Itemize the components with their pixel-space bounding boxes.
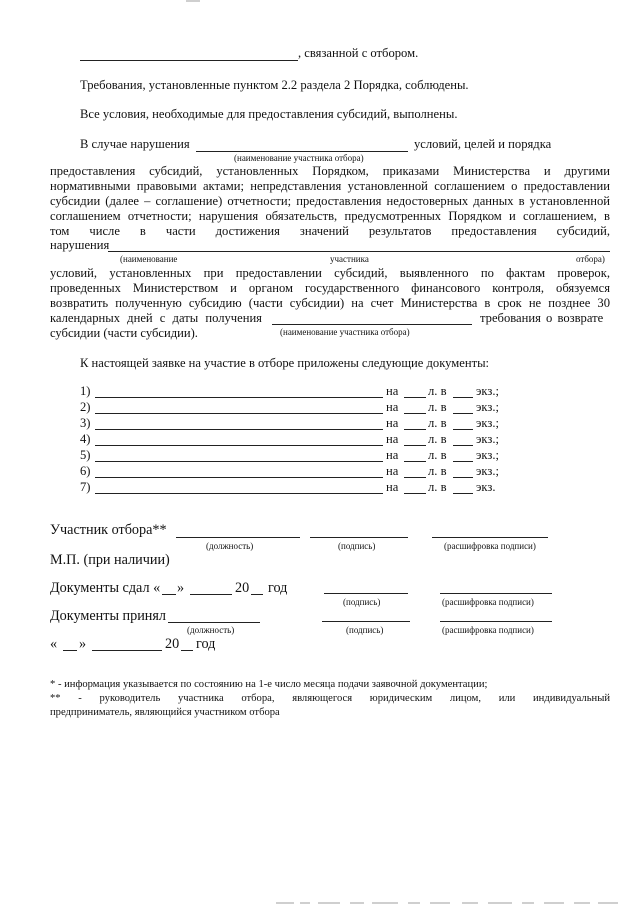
- doc-l: л. в: [428, 416, 447, 430]
- doc-copies-blank[interactable]: [453, 429, 473, 430]
- doc-l: л. в: [428, 432, 447, 446]
- doc-l: л. в: [428, 384, 447, 398]
- doc-name-blank[interactable]: [95, 445, 383, 446]
- participant-decoding-blank[interactable]: [432, 537, 548, 538]
- caption-position: (должность): [206, 541, 254, 551]
- submitted-year: год: [268, 580, 288, 596]
- doc-pages-blank[interactable]: [404, 477, 426, 478]
- doc-ekz: экз.: [476, 480, 496, 494]
- participant-position-blank[interactable]: [176, 537, 300, 538]
- violation-line-2: нормативными правовыми актами; непредставления установленной соглашением о предоставлении: [50, 179, 610, 193]
- doc-na: на: [386, 448, 399, 462]
- violation-intro-tail: условий, целей и порядка: [414, 137, 552, 151]
- violation-line-6: условий, установленных при предоставлении субсидий, выявленного по фактам проверок,: [50, 266, 610, 280]
- doc-na: на: [386, 480, 399, 494]
- documents-intro: К настоящей заявке на участие в отборе приложены следующие документы:: [80, 356, 490, 370]
- conditions-text: Все условия, необходимые для предоставления субсидий, выполнены.: [80, 107, 458, 121]
- doc-num: 5): [80, 448, 91, 462]
- violation-intro: В случае нарушения: [80, 137, 190, 151]
- received-year-blank[interactable]: [181, 650, 193, 651]
- doc-num: 2): [80, 400, 91, 414]
- violation-word: нарушения: [50, 238, 110, 252]
- caption-split-1: (наименование: [120, 254, 178, 264]
- participant-signature-blank[interactable]: [310, 537, 408, 538]
- received-date-close: »: [79, 636, 87, 652]
- doc-num: 4): [80, 432, 91, 446]
- received-date-open: «: [50, 636, 58, 652]
- days-tail: требования о возврате: [480, 311, 604, 325]
- submitted-date-close: »: [177, 580, 185, 596]
- doc-pages-blank[interactable]: [404, 461, 426, 462]
- doc-copies-blank[interactable]: [453, 493, 473, 494]
- doc-na: на: [386, 464, 399, 478]
- submitted-day-blank[interactable]: [162, 594, 176, 595]
- doc-name-blank[interactable]: [95, 477, 383, 478]
- selection-blank[interactable]: [80, 60, 298, 61]
- doc-ekz: экз.;: [476, 416, 499, 430]
- caption-signature-2: (подпись): [343, 597, 381, 607]
- violation-line-4: соглашением отчетности; нарушения обязательств, предусмотренных Порядком и соглашением, в: [50, 209, 610, 223]
- doc-pages-blank[interactable]: [404, 445, 426, 446]
- footnote-2-line-2: предприниматель, являющийся участником отбора: [50, 707, 280, 718]
- footnote-1: * - информация указывается по состоянию на 1-е число месяца подачи заявочной документации;: [50, 679, 488, 690]
- doc-l: л. в: [428, 400, 447, 414]
- doc-name-blank[interactable]: [95, 493, 383, 494]
- doc-ekz: экз.;: [476, 464, 499, 478]
- requirements-text: Требования, установленные пунктом 2.2 раздела 2 Порядка, соблюдены.: [80, 78, 469, 92]
- doc-ekz: экз.;: [476, 384, 499, 398]
- caption-split-2: участника: [330, 254, 369, 264]
- caption-split-3: отбора): [576, 254, 605, 264]
- doc-pages-blank[interactable]: [404, 397, 426, 398]
- selection-tail: , связанной с отбором.: [298, 46, 419, 60]
- caption-decoding-3: (расшифровка подписи): [442, 625, 534, 635]
- last-line: субсидии (части субсидии).: [50, 326, 198, 340]
- doc-l: л. в: [428, 480, 447, 494]
- doc-num: 3): [80, 416, 91, 430]
- caption-signature: (подпись): [338, 541, 376, 551]
- doc-name-blank[interactable]: [95, 429, 383, 430]
- received-year: год: [196, 636, 216, 652]
- doc-na: на: [386, 432, 399, 446]
- submitted-label: Документы сдал «: [50, 580, 161, 596]
- scan-mark-top: [186, 0, 200, 2]
- violation-line-5: том числе в части достижения значений результатов предоставления субсидий,: [50, 224, 610, 238]
- doc-ekz: экз.;: [476, 400, 499, 414]
- submitted-month-blank[interactable]: [190, 594, 232, 595]
- caption-participant-2: (наименование участника отбора): [280, 327, 410, 337]
- doc-name-blank[interactable]: [95, 397, 383, 398]
- received-signature-blank[interactable]: [322, 621, 410, 622]
- doc-num: 7): [80, 480, 91, 494]
- doc-ekz: экз.;: [476, 432, 499, 446]
- doc-num: 1): [80, 384, 91, 398]
- received-decoding-blank[interactable]: [440, 621, 552, 622]
- doc-name-blank[interactable]: [95, 413, 383, 414]
- caption-participant: (наименование участника отбора): [234, 153, 364, 163]
- caption-decoding: (расшифровка подписи): [444, 541, 536, 551]
- caption-decoding-2: (расшифровка подписи): [442, 597, 534, 607]
- received-month-blank[interactable]: [92, 650, 162, 651]
- participant-name-blank-2[interactable]: [108, 251, 610, 252]
- submitted-signature-blank[interactable]: [324, 593, 408, 594]
- submitted-decoding-blank[interactable]: [440, 593, 552, 594]
- footnote-2-line-1: ** - руководитель участника отбора, являющегося юридическим лицом, или индивидуальный: [50, 693, 610, 704]
- received-position-blank[interactable]: [168, 622, 260, 623]
- violation-line-1: предоставления субсидий, установленных Порядком, приказами Министерства и другими: [50, 164, 610, 178]
- received-year-prefix: 20: [165, 636, 180, 652]
- doc-num: 6): [80, 464, 91, 478]
- doc-name-blank[interactable]: [95, 461, 383, 462]
- violation-line-7: проведенных Министерством и органом государственного финансового контроля, обязуемся: [50, 281, 610, 295]
- doc-pages-blank[interactable]: [404, 493, 426, 494]
- submitted-year-blank[interactable]: [251, 594, 263, 595]
- violation-line-8: возвратить полученную субсидию (части субсидии) на счет Министерства в срок не позднее 30: [50, 296, 610, 310]
- doc-copies-blank[interactable]: [453, 397, 473, 398]
- received-day-blank[interactable]: [63, 650, 77, 651]
- request-date-blank[interactable]: [272, 324, 472, 325]
- participant-label: Участник отбора**: [50, 522, 167, 538]
- doc-na: на: [386, 400, 399, 414]
- doc-l: л. в: [428, 464, 447, 478]
- participant-name-blank[interactable]: [196, 151, 408, 152]
- doc-copies-blank[interactable]: [453, 461, 473, 462]
- doc-copies-blank[interactable]: [453, 413, 473, 414]
- doc-l: л. в: [428, 448, 447, 462]
- caption-signature-3: (подпись): [346, 625, 384, 635]
- stamp-label: М.П. (при наличии): [50, 552, 170, 568]
- submitted-year-prefix: 20: [235, 580, 250, 596]
- doc-na: на: [386, 384, 399, 398]
- doc-copies-blank[interactable]: [453, 477, 473, 478]
- doc-na: на: [386, 416, 399, 430]
- doc-ekz: экз.;: [476, 448, 499, 462]
- doc-pages-blank[interactable]: [404, 413, 426, 414]
- caption-position-2: (должность): [187, 625, 235, 635]
- received-label: Документы принял: [50, 608, 166, 624]
- doc-pages-blank[interactable]: [404, 429, 426, 430]
- doc-copies-blank[interactable]: [453, 445, 473, 446]
- violation-line-3: субсидии (далее – соглашение) отчетности; предоставления недостоверных данных в установленной: [50, 194, 610, 208]
- days-text: календарных дней с даты получения: [50, 311, 262, 325]
